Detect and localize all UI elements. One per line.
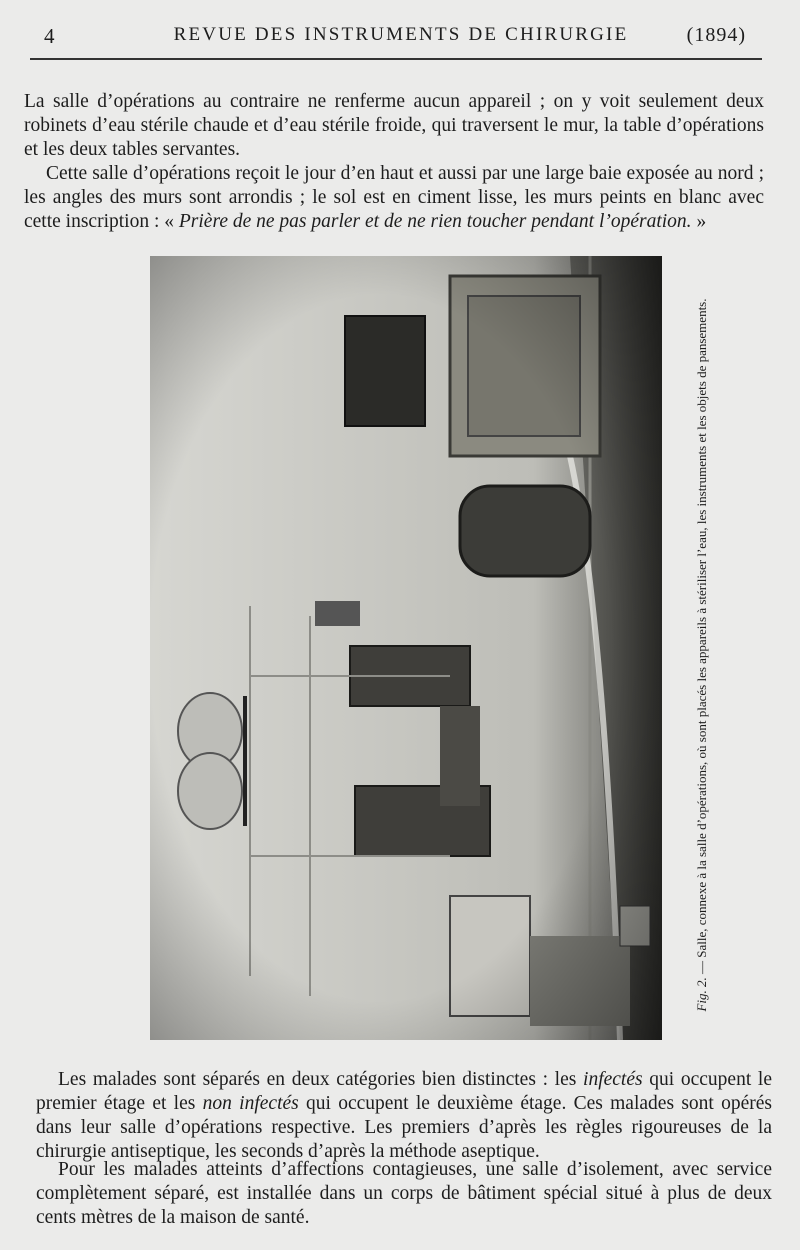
term-non-infectes: non infectés (202, 1093, 299, 1114)
closing-quote: » (691, 211, 707, 232)
paragraph-3-text-3: qui occupent le deuxième étage. Ces malades sont opérés dans leur salle d’opérations respective. Les premiers d’après les règles rigoureuses de la chirurgie antiseptique, les seconds d’après la méthode aseptique. (36, 1093, 772, 1162)
figure-label: Fig. 2. (694, 977, 709, 1012)
figure-caption (693, 280, 733, 1030)
running-title: REVUE DES INSTRUMENTS DE CHIRURGIE (173, 24, 629, 45)
term-infectes: infectés (583, 1069, 643, 1090)
inscription: Prière de ne pas parler et de ne rien toucher pendant l’opération. (178, 211, 692, 232)
header-rule (30, 58, 762, 60)
paragraph-1: La salle d’opérations au contraire ne renferme aucun appareil ; on y voit seulement deux robinets d’eau stérile chaude et d’eau stérile froide, qui traversent le mur, la table d’opérations et les deux tables servantes. (24, 91, 764, 160)
figure-caption-text: — Salle, connexe à la salle d’opérations, où sont placés les appareils à stériliser l’eau, les instruments et les objets de pansements. (694, 298, 709, 978)
year: (1894) (686, 24, 746, 46)
paragraph-2 (24, 162, 764, 234)
paragraph-2-text: Cette salle d’opérations reçoit le jour d’en haut et aussi par une large baie exposée au nord ; les angles des murs sont arrondis ; le sol est en ciment lisse, les murs peints en blanc avec cette inscription : « (24, 163, 764, 232)
paragraph-4: Pour les malades atteints d’affections contagieuses, une salle d’isolement, avec service complètement séparé, est installée dans un corps de bâtiment spécial situé à plus de deux cents mètres de la maison de santé. (36, 1159, 772, 1228)
paragraph-3 (36, 1068, 772, 1164)
paragraph-3-text-1: Les malades sont séparés en deux catégories bien distinctes : les (58, 1069, 584, 1090)
paragraph-3-text-2: qui occupent le premier étage et les (36, 1069, 772, 1114)
page-number: 4 (44, 24, 55, 48)
figure-photograph (150, 256, 662, 1040)
running-header (44, 20, 758, 52)
